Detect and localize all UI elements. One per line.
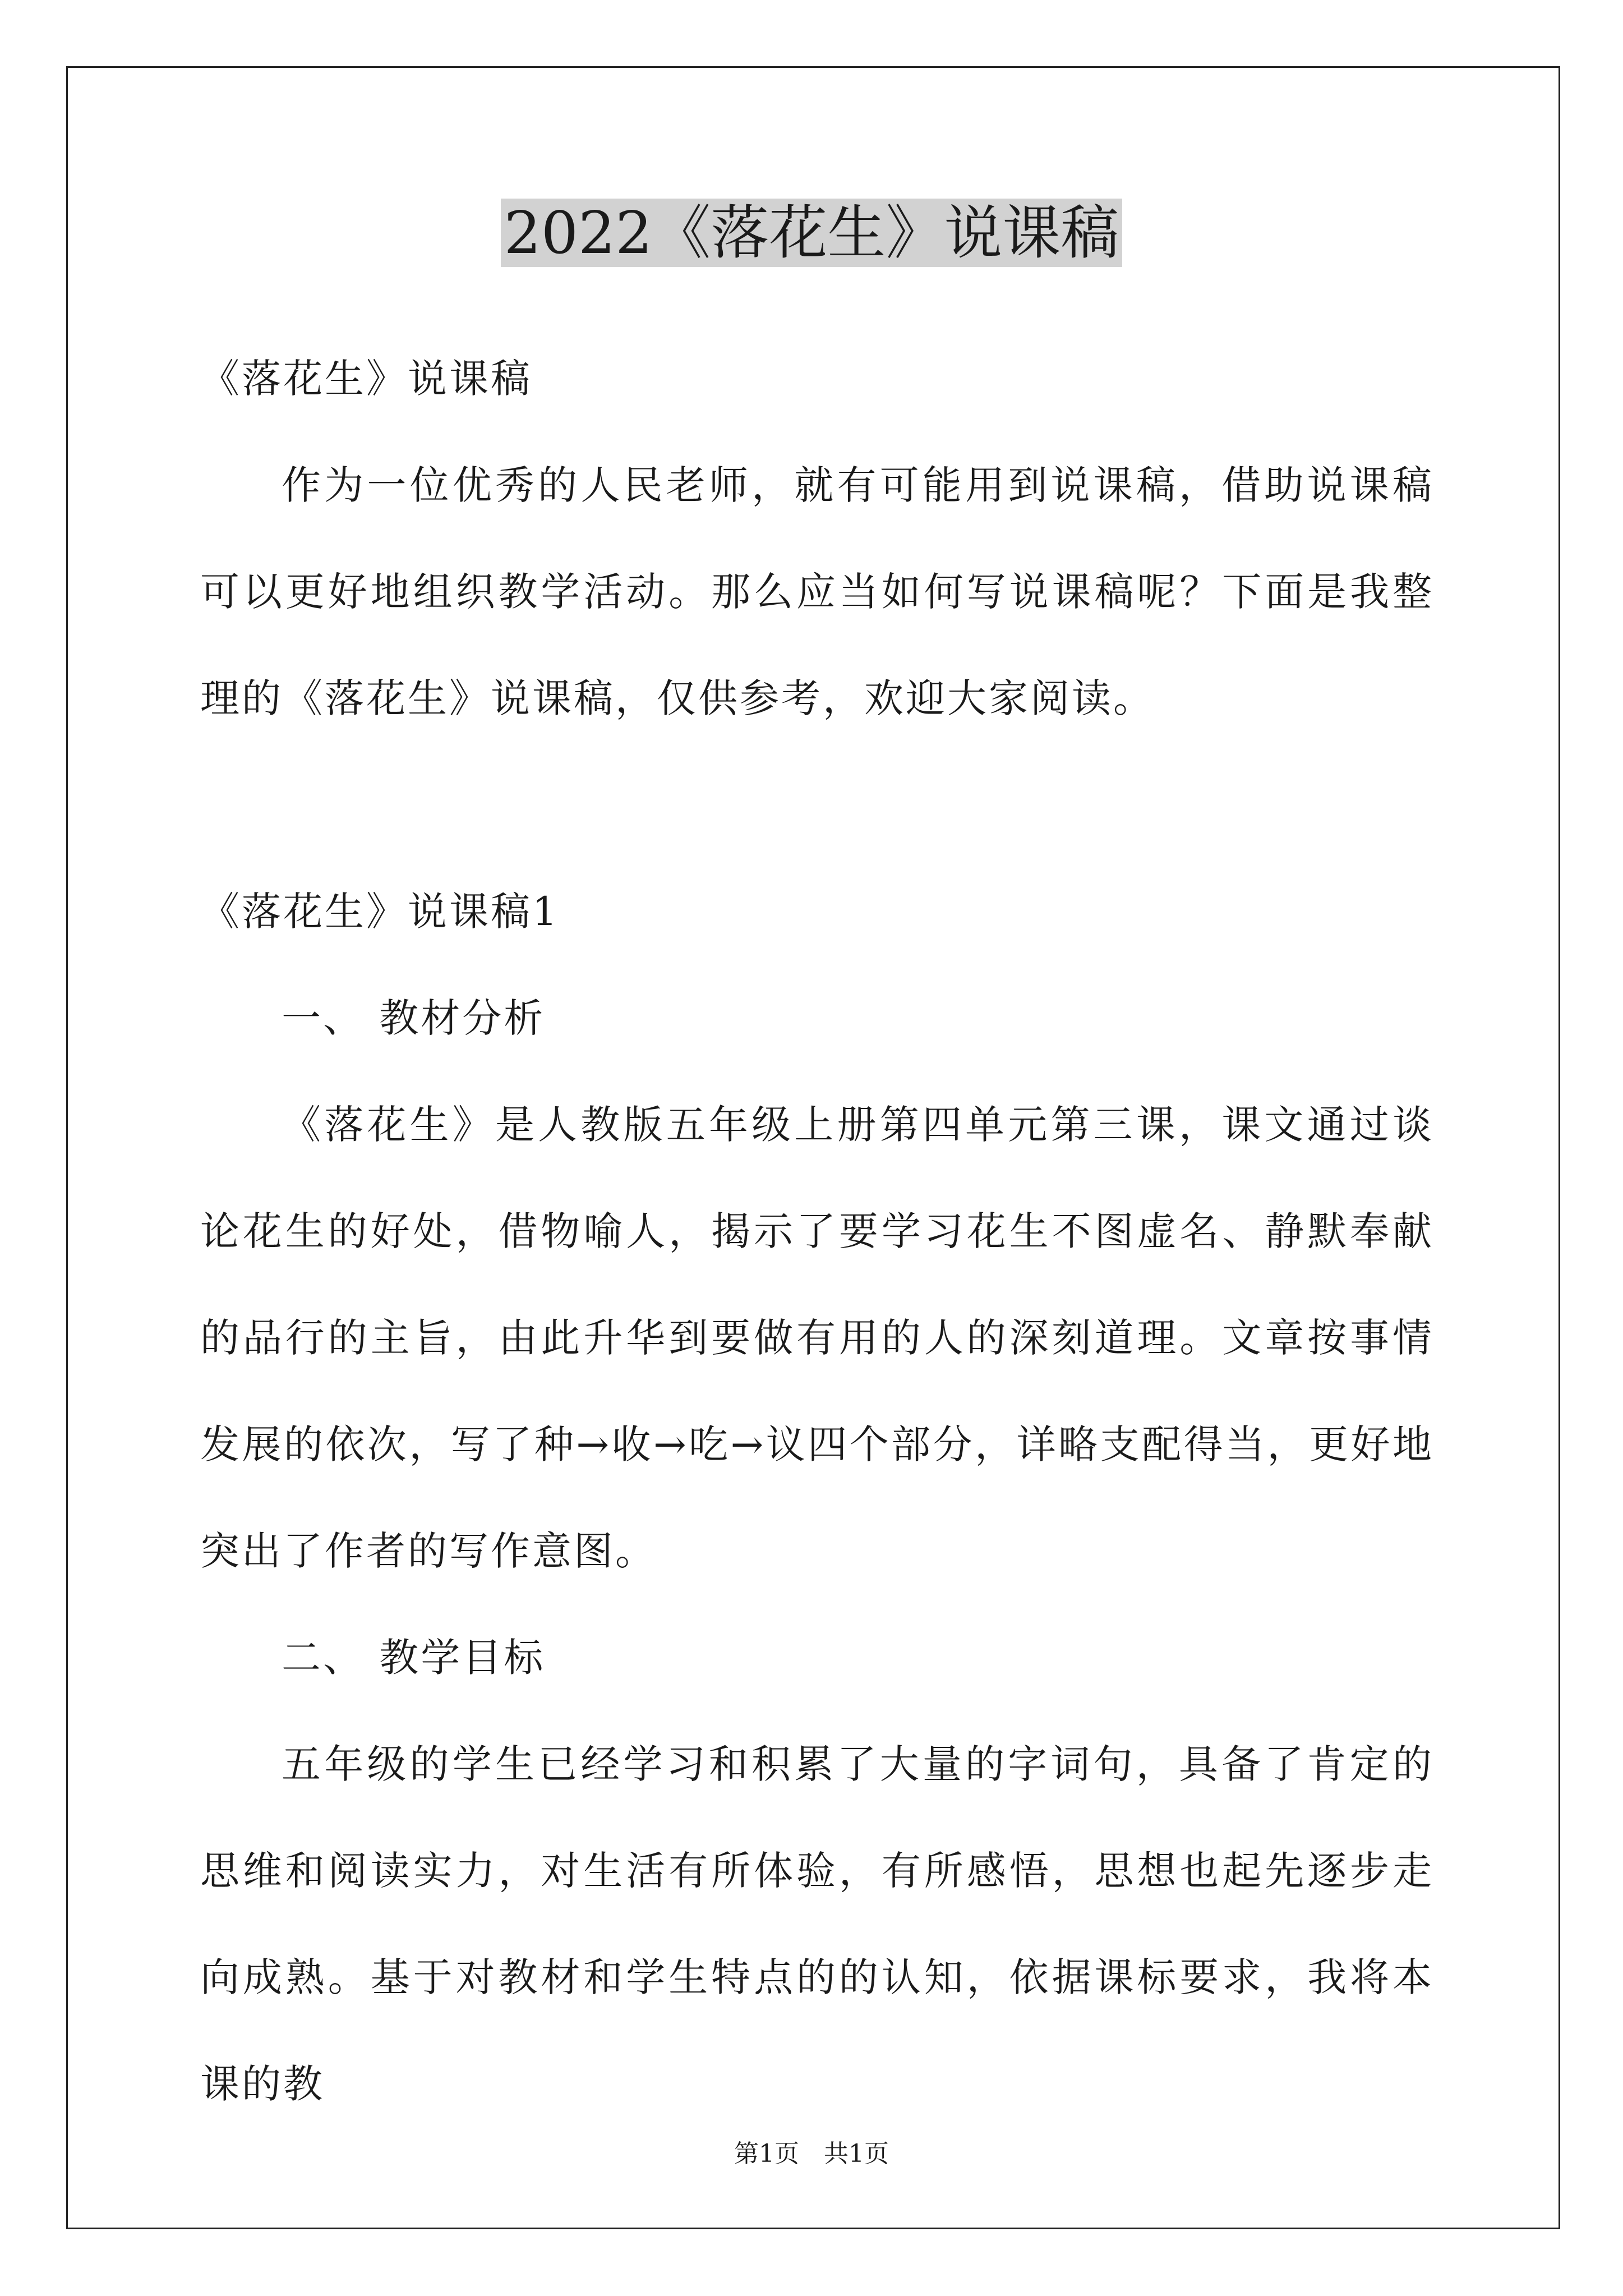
heading-textbook-analysis: 一、 教材分析 xyxy=(282,995,546,1041)
document-title xyxy=(0,194,1623,272)
section-title: 《落花生》说课稿1 xyxy=(200,889,560,935)
heading-teaching-goals: 二、 教学目标 xyxy=(282,1635,546,1681)
teaching-goals-paragraph: 五年级的学生已经学习和积累了大量的字词句，具备了肯定的思维和阅读实力，对生活有所体验，有所感悟，思想也起先逐步走向成熟。基于对教材和学生特点的的认知，依据课标要求，我将本课的教 xyxy=(200,1741,1434,2107)
intro-paragraph: 作为一位优秀的人民老师，就有可能用到说课稿，借助说课稿可以更好地组织教学活动。那么应当如何写说课稿呢？下面是我整理的《落花生》说课稿，仅供参考，欢迎大家阅读。 xyxy=(200,462,1434,721)
document-subtitle: 《落花生》说课稿 xyxy=(200,356,532,402)
page-footer: 第1页 共1页 xyxy=(734,2139,889,2168)
textbook-analysis-paragraph: 《落花生》是人教版五年级上册第四单元第三课，课文通过谈论花生的好处，借物喻人，揭示了要学习花生不图虚名、静默奉献的品行的主旨，由此升华到要做有用的人的深刻道理。文章按事情发展的依次，写了种→收→吃→议四个部分，详略支配得当，更好地突出了作者的写作意图。 xyxy=(200,1102,1434,1574)
document-title-text: 2022《落花生》说课稿 xyxy=(501,199,1123,267)
